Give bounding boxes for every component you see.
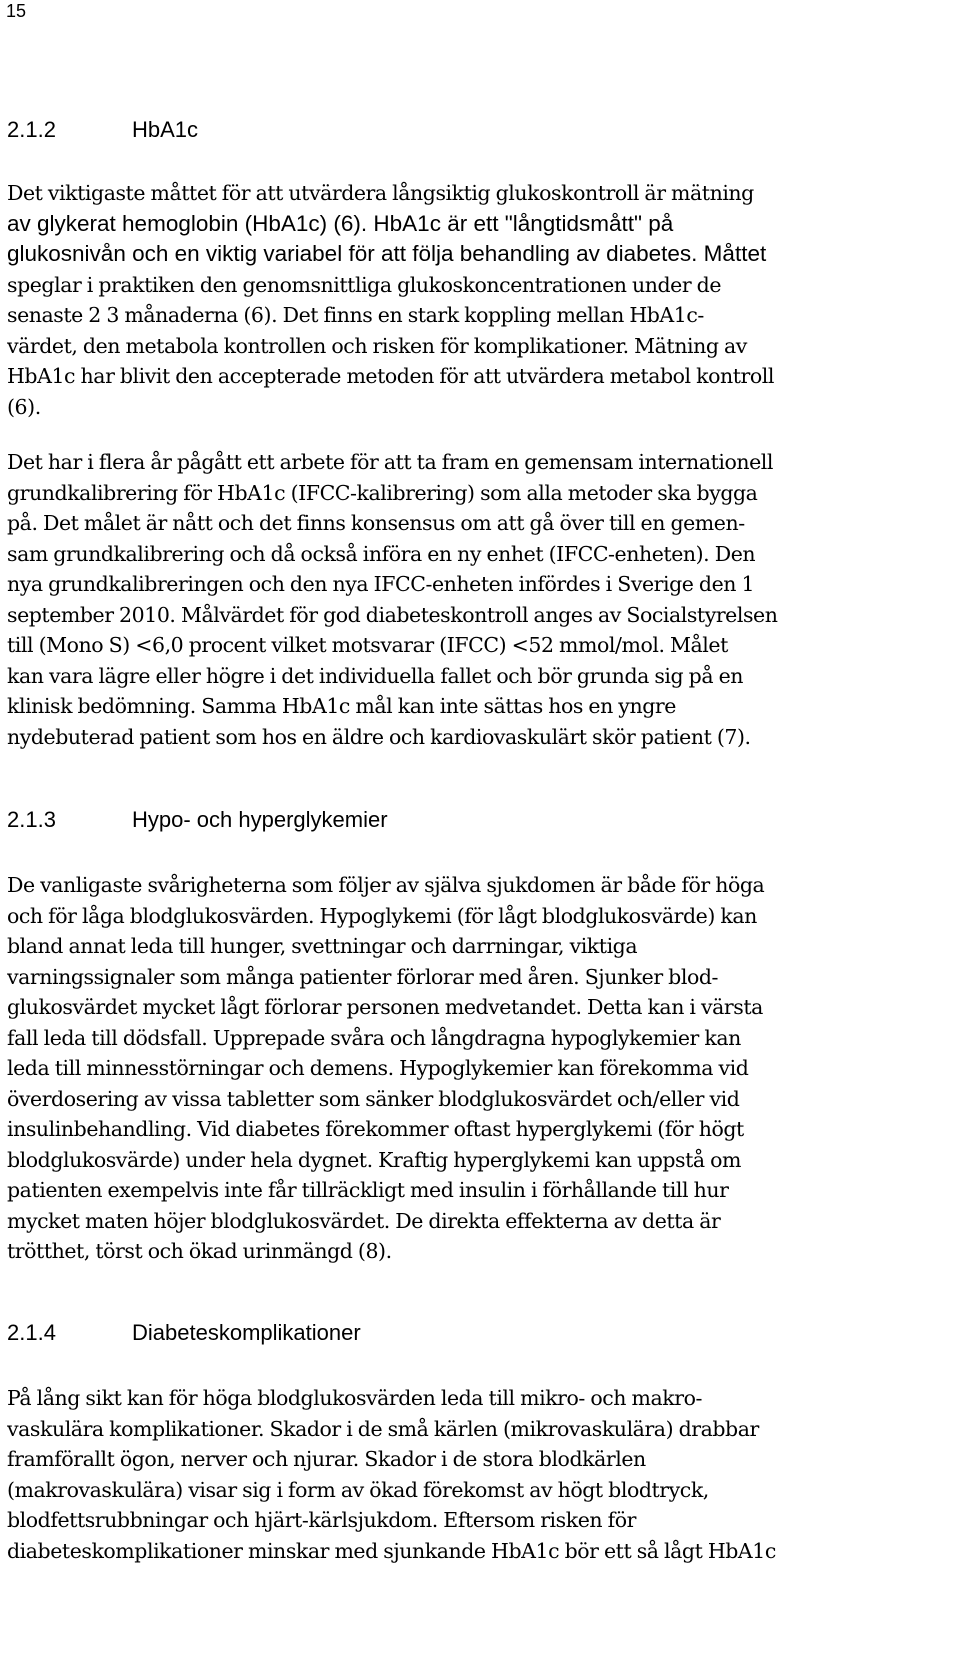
section-number: 2.1.4 <box>7 1320 56 1345</box>
text-line: nydebuterad patient som hos en äldre och kardiovaskulärt skör patient (7). <box>7 724 751 749</box>
text-line: framförallt ögon, nerver och njurar. Skador i de stora blodkärlen <box>7 1447 646 1471</box>
section-heading-2-1-3 <box>7 806 388 834</box>
text-line: De vanligaste svårigheterna som följer av själva sjukdomen är både för höga <box>7 873 765 897</box>
section-title: HbA1c <box>132 117 199 142</box>
text-line: (6). <box>7 394 41 419</box>
text-line: på. Det målet är nått och det finns konsensus om att gå över till en gemen- <box>7 511 745 535</box>
paragraph-hba1c-1 <box>7 178 955 422</box>
text-line: och för låga blodglukosvärden. Hypoglykemi (för lågt blodglukosvärde) kan <box>7 903 757 928</box>
text-line: speglar i praktiken den genomsnittliga glukoskoncentrationen under de <box>7 272 722 297</box>
text-line: Det viktigaste måttet för att utvärdera långsiktig glukoskontroll är mätning <box>7 181 754 205</box>
text-line: glukosvärdet mycket lågt förlorar personen medvetandet. Detta kan i värsta <box>7 995 763 1019</box>
text-line: klinisk bedömning. Samma HbA1c mål kan inte sättas hos en yngre <box>7 694 676 718</box>
text-line: insulinbehandling. Vid diabetes förekommer oftast hyperglykemi (för högt <box>7 1117 744 1141</box>
text-line: vaskulära komplikationer. Skador i de små kärlen (mikrovaskulära) drabbar <box>7 1416 759 1441</box>
text-line: mycket maten höjer blodglukosvärdet. De direkta effekterna av detta är <box>7 1208 721 1233</box>
text-line: nya grundkalibreringen och den nya IFCC-enheten infördes i Sverige den 1 <box>7 572 755 596</box>
text-line: överdosering av vissa tabletter som sänker blodglukosvärdet och/eller vid <box>7 1086 740 1111</box>
section-heading-2-1-4 <box>7 1319 361 1347</box>
text-line: till (Mono S) <6,0 procent vilket motsvarar (IFCC) <52 mmol/mol. Målet <box>7 633 728 657</box>
text-line: (makrovaskulära) visar sig i form av ökad förekomst av högt blodtryck, <box>7 1477 709 1502</box>
section-heading-2-1-2 <box>7 116 198 144</box>
text-line: blodfettsrubbningar och hjärt-kärlsjukdom. Eftersom risken för <box>7 1508 636 1532</box>
section-title: Diabeteskomplikationer <box>132 1320 361 1345</box>
paragraph-komplikationer <box>7 1383 955 1566</box>
text-line: september 2010. Målvärdet för god diabeteskontroll anges av Socialstyrelsen <box>7 602 778 627</box>
text-line: varningssignaler som många patienter förlorar med åren. Sjunker blod- <box>7 964 718 989</box>
text-line: grundkalibrering för HbA1c (IFCC-kalibrering) som alla metoder ska bygga <box>7 480 758 505</box>
text-line: kan vara lägre eller högre i det individuella fallet och bör grunda sig på en <box>7 663 744 688</box>
text-line: av glykerat hemoglobin (HbA1c) (6). HbA1c är ett "långtidsmått" på <box>7 210 674 236</box>
text-line: fall leda till dödsfall. Upprepade svåra och långdragna hypoglykemier kan <box>7 1025 741 1050</box>
text-line: patienten exempelvis inte får tillräckligt med insulin i förhållande till hur <box>7 1178 729 1202</box>
section-title: Hypo- och hyperglykemier <box>132 807 388 832</box>
text-line: värdet, den metabola kontrollen och risken för komplikationer. Mätning av <box>7 333 747 358</box>
text-line: senaste 2 3 månaderna (6). Det finns en stark koppling mellan HbA1c- <box>7 303 704 327</box>
text-line: blodglukosvärde) under hela dygnet. Kraftig hyperglykemi kan uppstå om <box>7 1147 742 1172</box>
text-line: Det har i flera år pågått ett arbete för att ta fram en gemensam internationell <box>7 450 774 474</box>
section-number: 2.1.3 <box>7 807 56 832</box>
page-number: 15 <box>6 1 27 21</box>
paragraph-hypo-hyper <box>7 870 955 1267</box>
text-line: HbA1c har blivit den accepterade metoden för att utvärdera metabol kontroll <box>7 364 774 388</box>
text-line: bland annat leda till hunger, svettningar och darrningar, viktiga <box>7 934 638 958</box>
text-line: trötthet, törst och ökad urinmängd (8). <box>7 1239 392 1263</box>
text-line: leda till minnesstörningar och demens. Hypoglykemier kan förekomma vid <box>7 1056 749 1080</box>
text-line: glukosnivån och en viktig variabel för att följa behandling av diabetes. Måttet <box>7 241 767 266</box>
text-line: På lång sikt kan för höga blodglukosvärden leda till mikro- och makro- <box>7 1386 702 1410</box>
text-line: diabeteskomplikationer minskar med sjunkande HbA1c bör ett så lågt HbA1c <box>7 1538 776 1563</box>
paragraph-hba1c-2 <box>7 447 955 752</box>
section-number: 2.1.2 <box>7 117 56 142</box>
text-line: sam grundkalibrering och då också införa en ny enhet (IFCC-enheten). Den <box>7 541 756 566</box>
